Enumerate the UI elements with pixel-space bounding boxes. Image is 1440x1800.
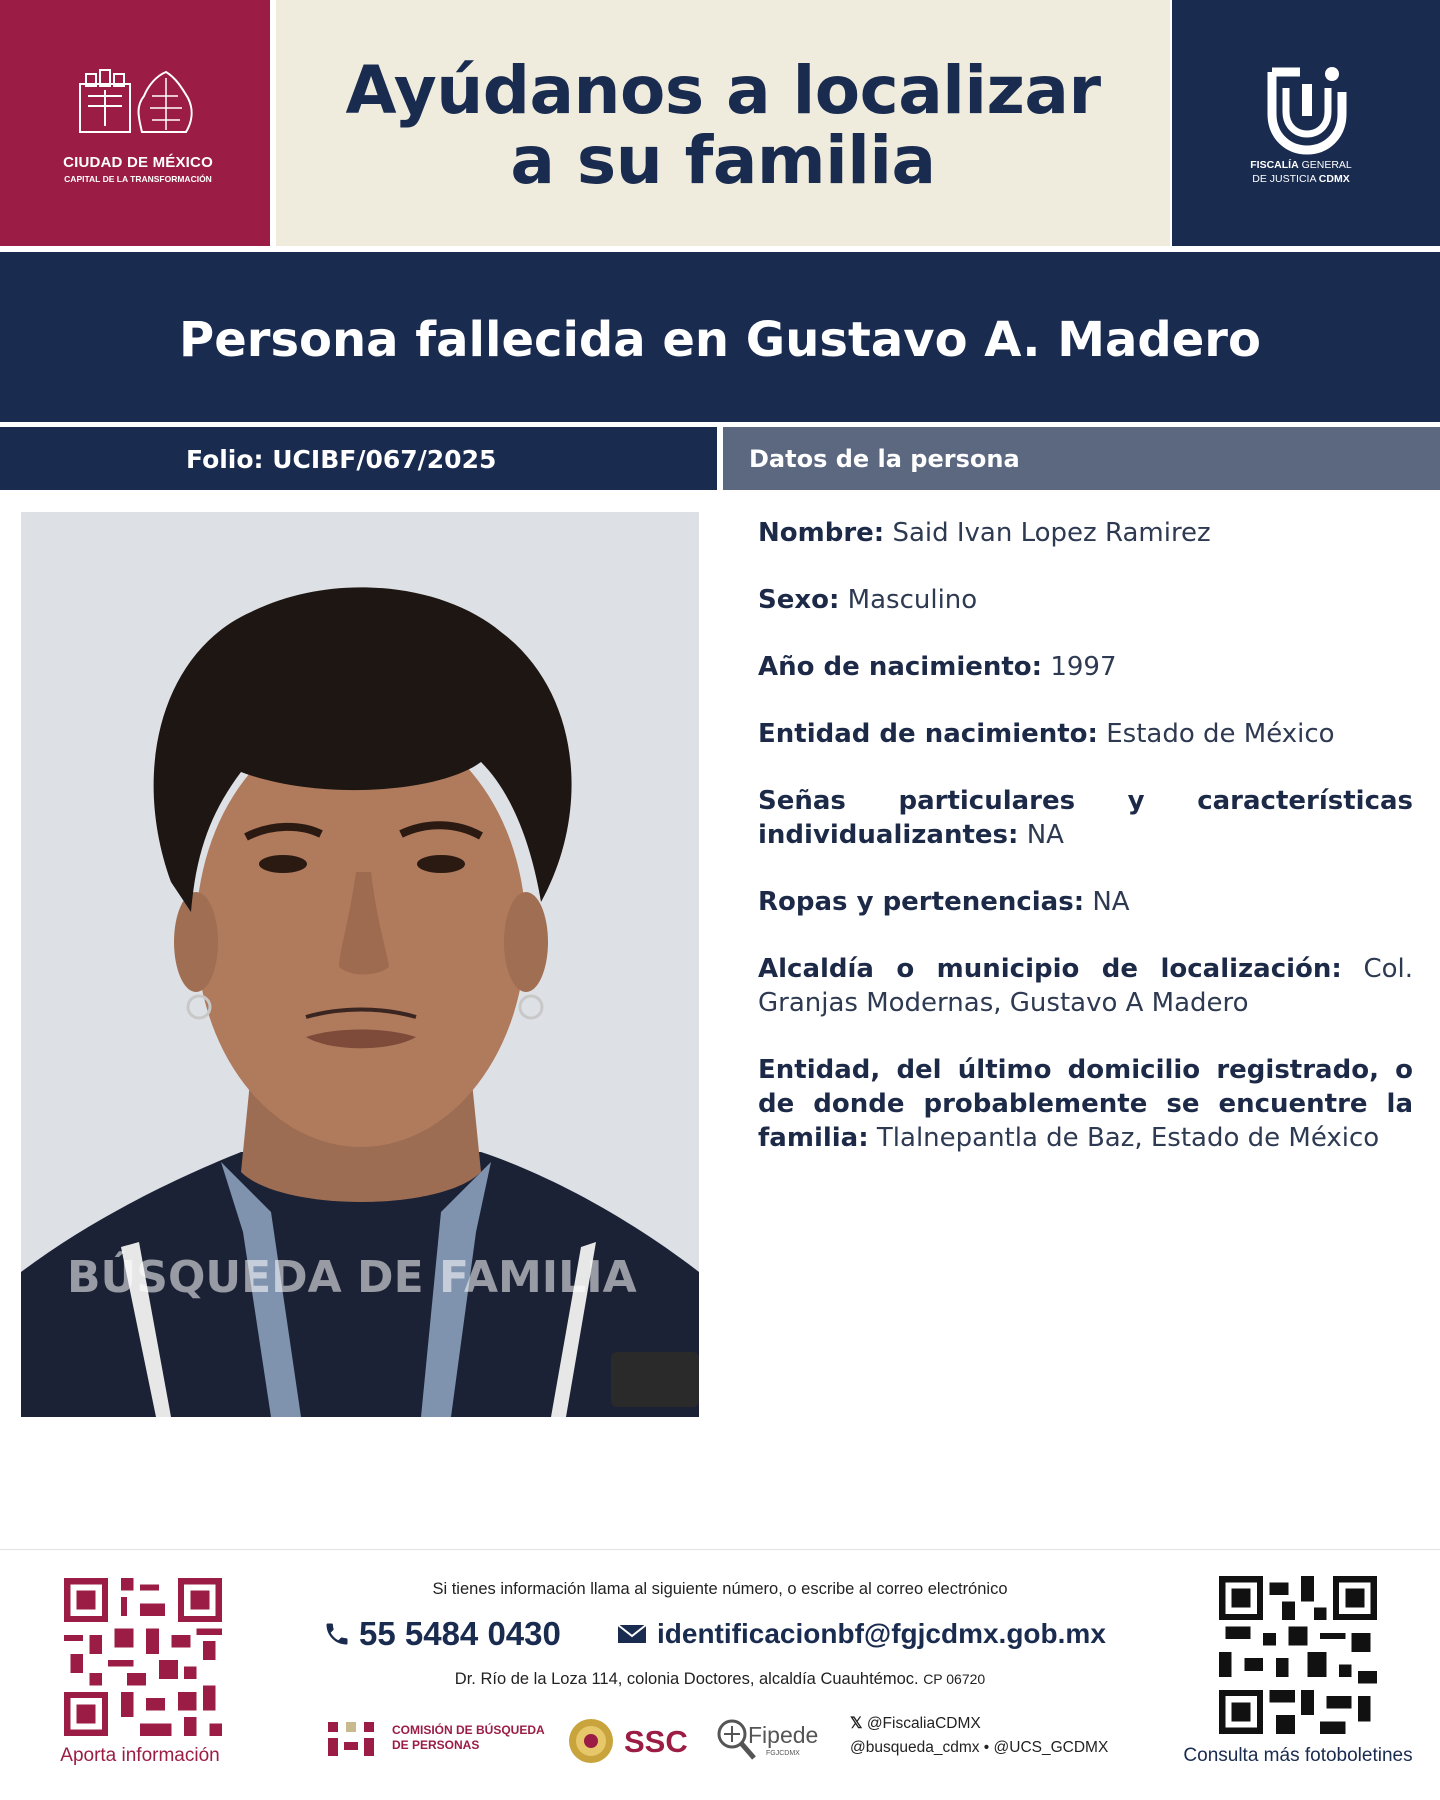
field-value: Estado de México — [1106, 719, 1335, 749]
field-label: Entidad de nacimiento: — [758, 719, 1098, 749]
ssc-text: SSC — [624, 1724, 688, 1759]
qr-code-icon[interactable] — [1219, 1576, 1377, 1734]
footer-divider — [0, 1549, 1440, 1550]
field-label: Alcaldía o municipio de localización: — [758, 954, 1342, 984]
qr-right-caption: Consulta más fotoboletines — [1183, 1745, 1413, 1766]
qr-left-caption: Aporta información — [60, 1745, 220, 1766]
phone-icon — [323, 1619, 351, 1649]
title-band — [0, 252, 1440, 422]
comision-text: COMISIÓN DE BÚSQUEDA DE PERSONAS — [392, 1723, 545, 1752]
field-label: Nombre: — [758, 518, 885, 548]
fipede-subtext: FGJCDMX — [766, 1750, 800, 1757]
headline-block — [276, 0, 1170, 246]
comision-logo-icon — [326, 1720, 382, 1760]
x-logo-icon: 𝕏 — [850, 1715, 863, 1732]
field-value: Tlalnepantla de Baz, Estado de México — [876, 1123, 1380, 1153]
watermark: BÚSQUEDA DE FAMILIA — [67, 1252, 637, 1303]
other-handles[interactable]: @busqueda_cdmx • @UCS_GCDMX — [850, 1739, 1109, 1756]
social-handles — [850, 1712, 1108, 1760]
field-senas — [758, 784, 1413, 852]
field-value: NA — [1092, 887, 1130, 917]
cdmx-emblem-icon — [78, 66, 198, 142]
field-label: Entidad, del último domicilio registrado, o de donde probablemente se encuentre la familia: — [758, 1055, 1413, 1153]
field-value: NA — [1026, 820, 1064, 850]
field-nombre — [758, 516, 1413, 550]
header — [0, 0, 1440, 246]
x-handle[interactable]: 𝕏 @FiscaliaCDMX — [850, 1715, 981, 1732]
field-value: Said Ivan Lopez Ramirez — [892, 518, 1211, 548]
page-title: Persona fallecida en Gustavo A. Madero — [179, 312, 1261, 368]
field-alcaldia — [758, 952, 1413, 1020]
fipede-text: Fipede — [748, 1722, 819, 1748]
field-value: Col. Granjas Modernas, Gustavo A Madero — [758, 954, 1413, 1018]
qr-code-icon[interactable] — [64, 1578, 222, 1736]
field-label: Ropas y pertenencias: — [758, 887, 1085, 917]
fiscalia-name-line1: FISCALÍA GENERAL — [1250, 159, 1352, 171]
field-value: Masculino — [847, 585, 978, 615]
field-entidad-nacimiento — [758, 717, 1413, 751]
fgj-logo-icon — [1262, 62, 1352, 156]
email-address[interactable]: identificacionbf@fgjcdmx.gob.mx — [657, 1618, 1106, 1649]
field-label: Señas particulares y características individualizantes: — [758, 786, 1413, 850]
city-subtitle: CAPITAL DE LA TRANSFORMACIÓN — [64, 174, 212, 184]
email-contact[interactable] — [617, 1612, 1106, 1656]
datos-heading-bar — [723, 427, 1440, 490]
contact-intro: Si tienes información llama al siguiente número, o escribe al correo electrónico — [432, 1580, 1008, 1598]
mail-icon — [617, 1623, 647, 1645]
headline-line1: Ayúdanos a localizar — [345, 52, 1101, 129]
partner-logos — [326, 1712, 1126, 1768]
city-name: CIUDAD DE MÉXICO — [63, 154, 213, 171]
field-entidad-domicilio — [758, 1053, 1413, 1155]
field-value: 1997 — [1050, 652, 1117, 682]
field-label: Sexo: — [758, 585, 840, 615]
field-sexo — [758, 583, 1413, 617]
headline-line2: a su familia — [510, 122, 936, 199]
cdmx-logo-block — [0, 0, 270, 246]
field-anio-nacimiento — [758, 650, 1413, 684]
folio-number: Folio: UCIBF/067/2025 — [186, 445, 497, 474]
folio-bar — [0, 427, 717, 490]
fiscalia-logo-block — [1172, 0, 1440, 246]
phone-contact[interactable] — [323, 1612, 561, 1656]
ssc-badge-icon — [566, 1716, 616, 1766]
person-data — [758, 516, 1413, 1188]
comision-busqueda-logo — [326, 1720, 546, 1760]
ssc-logo — [566, 1716, 686, 1766]
phone-number[interactable]: 55 5484 0430 — [359, 1615, 561, 1652]
datos-heading: Datos de la persona — [749, 445, 1020, 473]
address: Dr. Río de la Loza 114, colonia Doctores, alcaldía Cuauhtémoc. CP 06720 — [454, 1670, 986, 1688]
field-ropas — [758, 885, 1413, 919]
person-photo — [21, 512, 699, 1417]
fiscalia-name-line2: DE JUSTICIA CDMX — [1252, 173, 1350, 185]
field-label: Año de nacimiento: — [758, 652, 1043, 682]
fipede-logo — [714, 1716, 824, 1766]
